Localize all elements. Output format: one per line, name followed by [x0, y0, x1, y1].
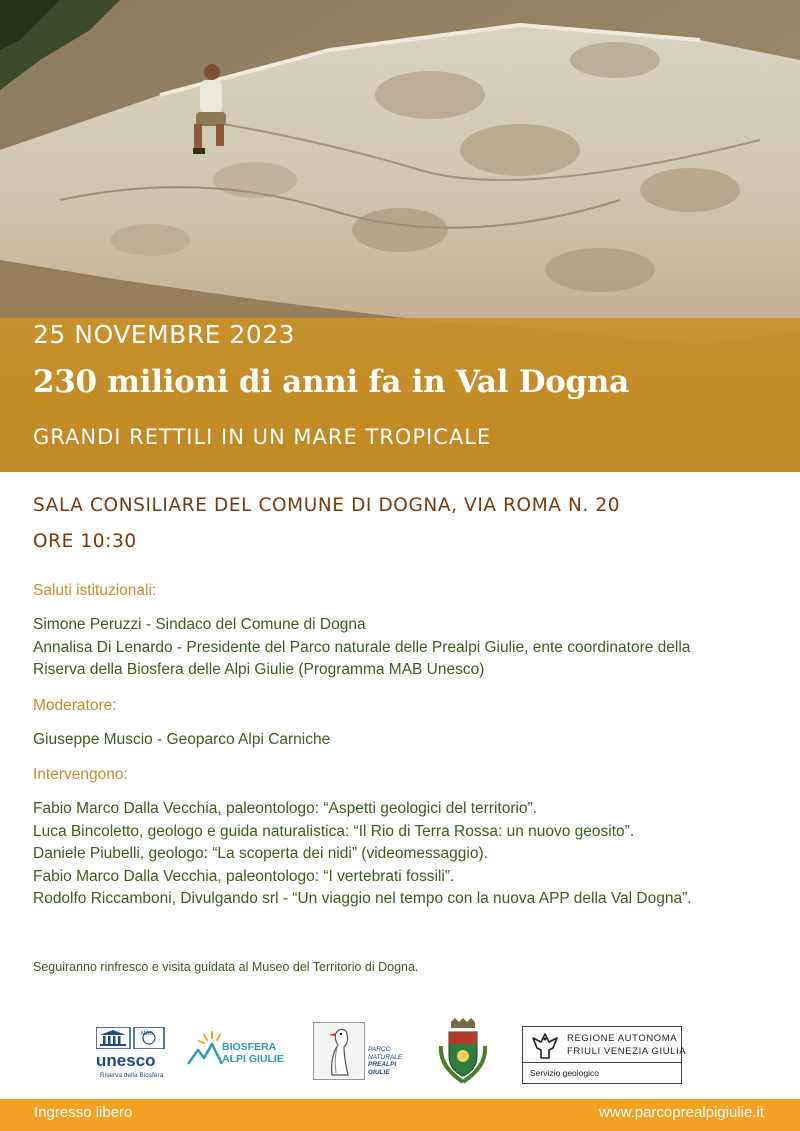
biosfera-alpi-giulie-logo	[186, 1028, 296, 1070]
municipal-crest-icon	[437, 1016, 489, 1086]
speakers-heading: Intervengono:	[33, 766, 128, 783]
unesco-logo	[96, 1027, 168, 1083]
biosfera-subtitle: ALPI GIULIE	[222, 1053, 284, 1065]
list-item: Luca Bincoletto, geologo e guida naturalistica: “Il Rio di Terra Rossa: un nuovo geosito”.	[33, 822, 635, 840]
unesco-wordmark: unesco	[96, 1051, 156, 1070]
program	[33, 580, 773, 911]
biosfera-title: BIOSFERA	[222, 1041, 277, 1053]
mountain-sun-icon	[186, 1028, 226, 1070]
eagle-icon	[527, 1028, 563, 1062]
parco-label: PARCO NATURALE PREALPI GIULIE	[368, 1046, 403, 1076]
unesco-mab-label: MAB	[141, 1031, 153, 1037]
event-time: ORE 10:30	[33, 531, 137, 552]
regione-fvg-logo	[522, 1026, 687, 1084]
parco-prealpi-giulie-logo	[313, 1022, 403, 1082]
list-item: Annalisa Di Lenardo - Presidente del Parco naturale delle Prealpi Giulie, ente coordinatore della	[33, 638, 691, 656]
list-item: Rodolfo Riccamboni, Divulgando srl - “Un viaggio nel tempo con la nuova APP della Val Dogna”.	[33, 890, 692, 907]
bird-icon	[314, 1023, 364, 1079]
moderator-name: Giuseppe Muscio - Geoparco Alpi Carniche	[33, 730, 331, 748]
venue-address: SALA CONSILIARE DEL COMUNE DI DOGNA, VIA ROMA N. 20	[33, 495, 621, 516]
list-item: Fabio Marco Dalla Vecchia, paleontologo: “Aspetti geologici del territorio”.	[33, 800, 538, 817]
regione-service: Servizio geologico	[530, 1068, 599, 1078]
parco-frame	[313, 1022, 365, 1080]
greetings-heading: Saluti istituzionali:	[33, 582, 157, 599]
moderator-heading: Moderatore:	[33, 696, 117, 714]
unesco-temple-icon	[96, 1027, 168, 1049]
list-item: Simone Peruzzi - Sindaco del Comune di Dogna	[33, 616, 366, 633]
list-item: Fabio Marco Dalla Vecchia, paleontologo: “I vertebrati fossili”.	[33, 867, 455, 885]
event-date: 25 NOVEMBRE 2023	[33, 320, 296, 349]
website-link[interactable]: www.parcoprealpigiulie.it	[598, 1104, 764, 1121]
free-entry-label: Ingresso libero	[34, 1104, 133, 1121]
unesco-caption: Riserva della Biosfera	[100, 1072, 164, 1079]
event-subtitle: GRANDI RETTILI IN UN MARE TROPICALE	[33, 425, 492, 449]
event-title: 230 milioni di anni fa in Val Dogna	[33, 364, 629, 400]
list-item: Riserva della Biosfera delle Alpi Giulie (Programma MAB Unesco)	[33, 661, 485, 678]
list-item: Daniele Piubelli, geologo: “La scoperta dei nidi” (videomessaggio).	[33, 845, 488, 862]
regione-name: FRIULI VENEZIA GIULIA	[567, 1046, 687, 1057]
footnote: Seguiranno rinfresco e visita guidata al Museo del Territorio di Dogna.	[33, 960, 419, 974]
regione-title: REGIONE AUTONOMA	[567, 1033, 678, 1044]
comune-di-dogna-crest	[437, 1016, 489, 1086]
